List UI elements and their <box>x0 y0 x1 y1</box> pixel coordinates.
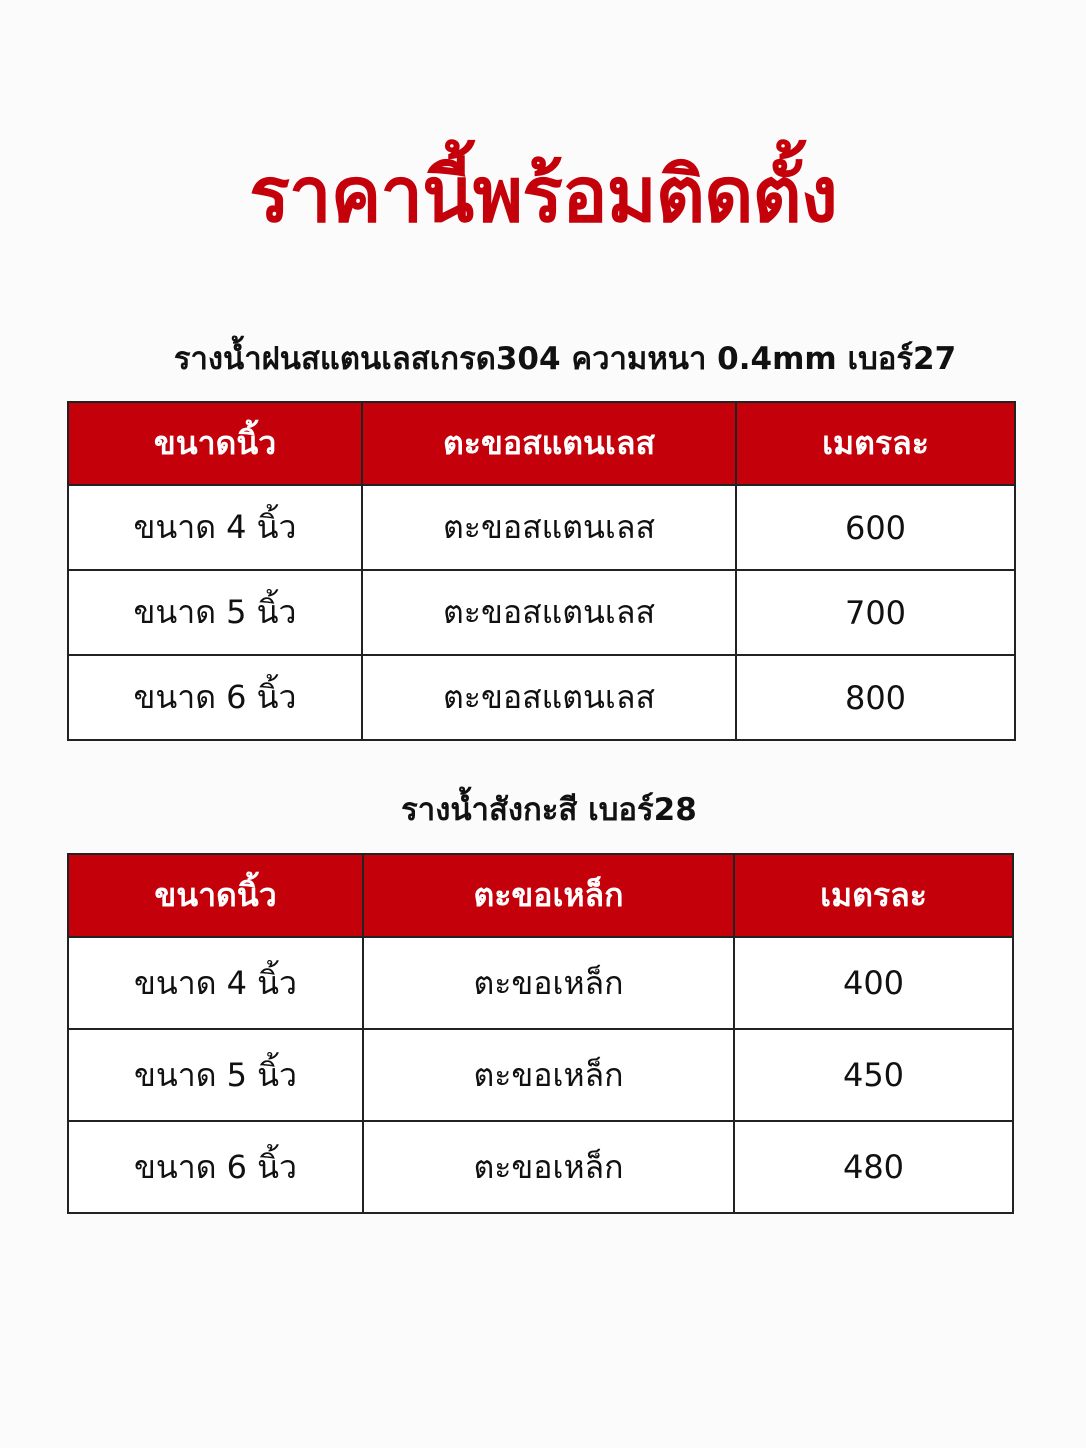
header-hook: ตะขอสแตนเลส <box>362 402 736 485</box>
page-title: ราคานี้พร้อมติดตั้ง <box>249 150 837 239</box>
cell-size: ขนาด 6 นิ้ว <box>68 655 362 740</box>
table-header-row <box>68 402 1015 485</box>
header-size: ขนาดนิ้ว <box>68 854 363 937</box>
cell-hook: ตะขอสแตนเลส <box>362 570 736 655</box>
table-row <box>68 570 1015 655</box>
header-price-per-meter: เมตรละ <box>734 854 1013 937</box>
cell-hook: ตะขอเหล็ก <box>363 1121 734 1213</box>
price-table-stainless <box>67 401 1016 741</box>
cell-size: ขนาด 4 นิ้ว <box>68 485 362 570</box>
header-size: ขนาดนิ้ว <box>68 402 362 485</box>
section-title-stainless: รางน้ำฝนสแตนเลสเกรด304 ความหนา 0.4mm เบอร์27 <box>173 341 957 377</box>
cell-hook: ตะขอสแตนเลส <box>362 485 736 570</box>
table-row <box>68 485 1015 570</box>
table-row <box>68 1029 1013 1121</box>
cell-price: 480 <box>734 1121 1013 1213</box>
cell-price: 800 <box>736 655 1015 740</box>
cell-hook: ตะขอเหล็ก <box>363 937 734 1029</box>
cell-price: 600 <box>736 485 1015 570</box>
header-hook: ตะขอเหล็ก <box>363 854 734 937</box>
cell-size: ขนาด 4 นิ้ว <box>68 937 363 1029</box>
header-price-per-meter: เมตรละ <box>736 402 1015 485</box>
cell-size: ขนาด 5 นิ้ว <box>68 570 362 655</box>
section-title-galvanized: รางน้ำสังกะสี เบอร์28 <box>401 792 697 828</box>
table-header-row <box>68 854 1013 937</box>
cell-size: ขนาด 5 นิ้ว <box>68 1029 363 1121</box>
price-table-galvanized <box>67 853 1014 1214</box>
table-row <box>68 1121 1013 1213</box>
cell-hook: ตะขอสแตนเลส <box>362 655 736 740</box>
cell-price: 400 <box>734 937 1013 1029</box>
table-row <box>68 655 1015 740</box>
cell-price: 700 <box>736 570 1015 655</box>
cell-price: 450 <box>734 1029 1013 1121</box>
cell-size: ขนาด 6 นิ้ว <box>68 1121 363 1213</box>
cell-hook: ตะขอเหล็ก <box>363 1029 734 1121</box>
table-row <box>68 937 1013 1029</box>
